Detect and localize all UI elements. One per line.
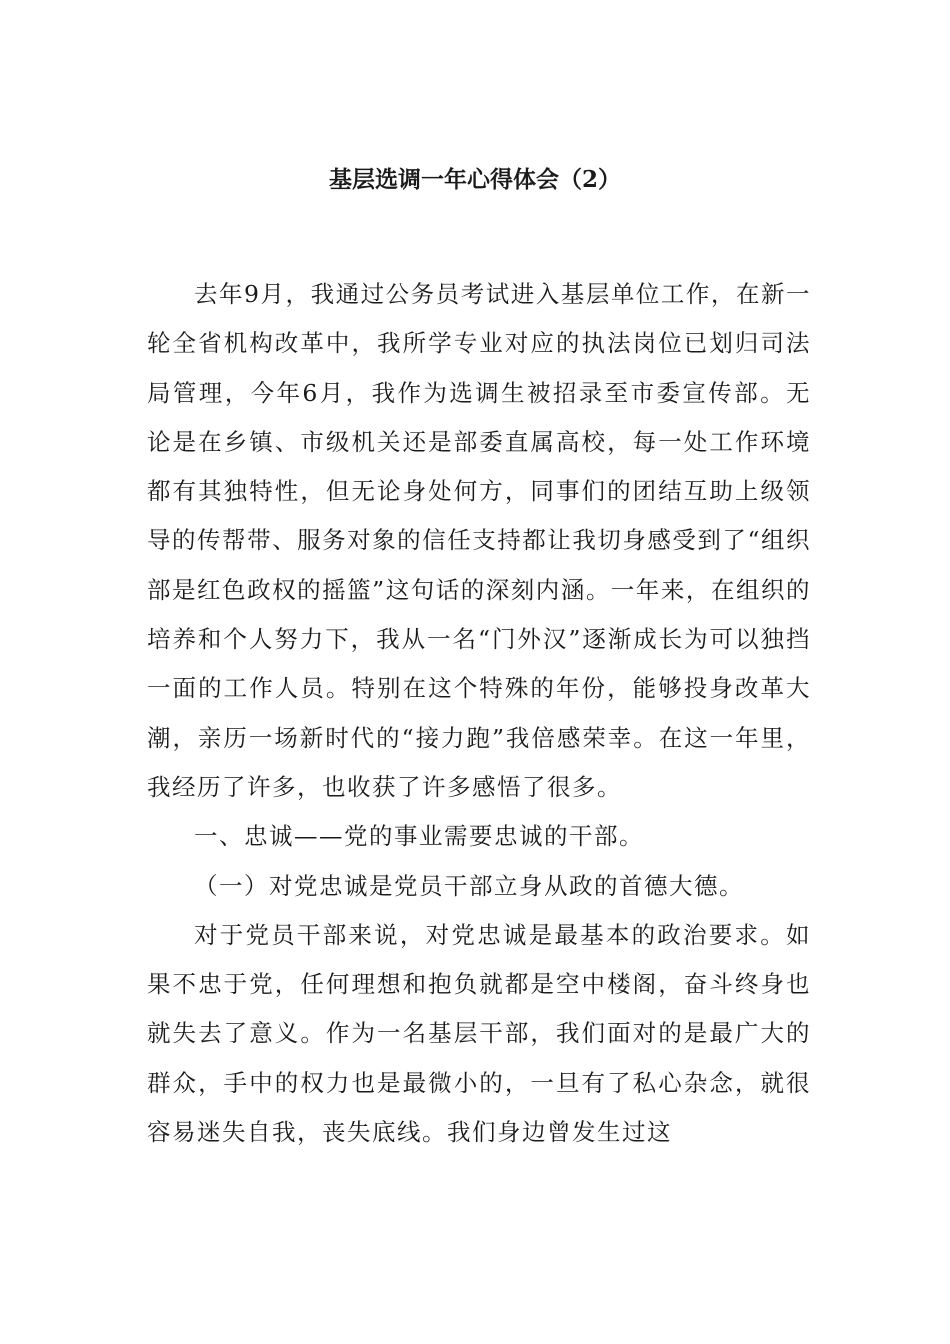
section-heading-loyalty: 一、忠诚——党的事业需要忠诚的干部。 — [194, 822, 644, 851]
document-body — [147, 270, 811, 1157]
paragraph-loyalty-body: 对于党员干部来说，对党忠诚是最基本的政治要求。如果不忠于党，任何理想和抱负就都是空中楼阁，奋斗终身也就失去了意义。作为一名基层干部，我们面对的是最广大的群众，手中的权力也是最微小的，一旦有了私心杂念，就很容易迷失自我，丧失底线。我们身边曾发生过这 — [147, 920, 811, 1147]
document-title: 基层选调一年心得体会（2） — [328, 166, 621, 193]
subsection-heading-1: （一）对党忠诚是党员干部立身从政的首德大德。 — [194, 871, 744, 900]
paragraph-intro: 去年9月，我通过公务员考试进入基层单位工作，在新一轮全省机构改革中，我所学专业对应的执法岗位已划归司法局管理，今年6月，我作为选调生被招录至市委宣传部。无论是在乡镇、市级机关还是部委直属高校，每一处工作环境都有其独特性，但无论身处何方，同事们的团结互助上级领导的传帮带、服务对象的信任支持都让我切身感受到了“组织部是红色政权的摇篮”这句话的深刻内涵。一年来，在组织的培养和个人努力下，我从一名“门外汉”逐渐成长为可以独挡一面的工作人员。特别在这个特殊的年份，能够投身改革大潮，亲历一场新时代的“接力跑”我倍感荣幸。在这一年里，我经历了许多，也收获了许多感悟了很多。 — [147, 280, 811, 801]
